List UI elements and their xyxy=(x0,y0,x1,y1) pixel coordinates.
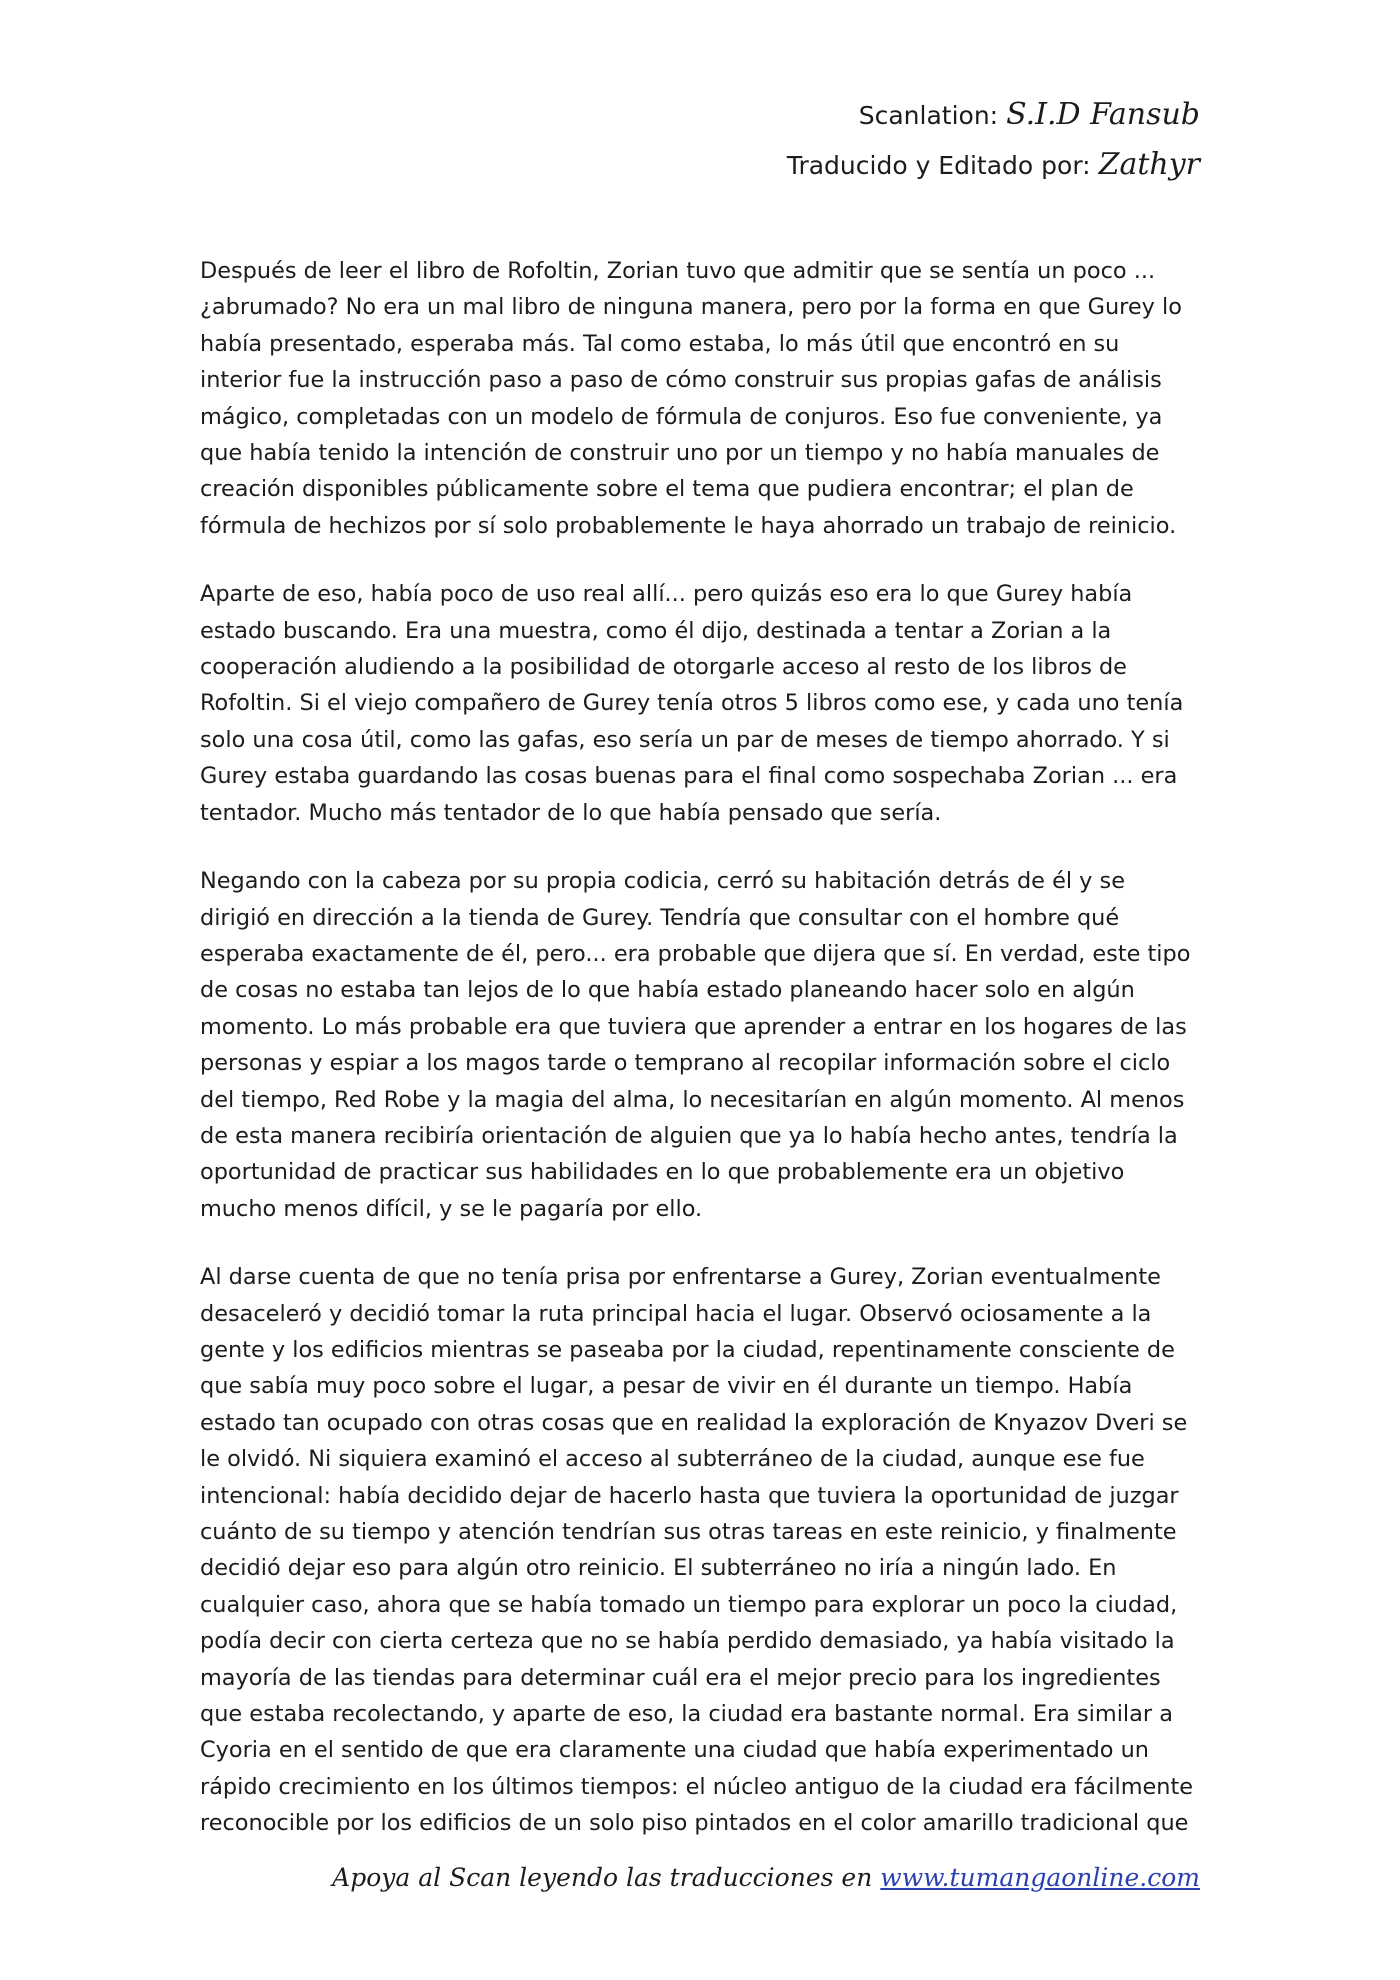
translator-credit xyxy=(787,140,1200,190)
paragraph-4: Al darse cuenta de que no tenía prisa por enfrentarse a Gurey, Zorian eventualmente desaceleró y decidió tomar la ruta principal hacia el lugar. Observó ociosamente a la gente y los edificios mientras se paseaba por la ciudad, repentinamente consciente de que sabía muy poco sobre el lugar, a pesar de vivir en él durante un tiempo. Había estado tan ocupado con otras cosas que en realidad la exploración de Knyazov Dveri se le olvidó. Ni siquiera examinó el acceso al subterráneo de la ciudad, aunque ese fue intencional: había decidido dejar de hacerlo hasta que tuviera la oportunidad de juzgar cuánto de su tiempo y atención tendrían sus otras tareas en este reinicio, y finalmente decidió dejar eso para algún otro reinicio. El subterráneo no iría a ningún lado. En cualquier caso, ahora que se había tomado un tiempo para explorar un poco la ciudad, podía decir con cierta certeza que no se había perdido demasiado, ya había visitado la mayoría de las tiendas para determinar cuál era el mejor precio para los ingredientes que estaba recolectando, y aparte de eso, la ciudad era bastante normal. Era similar a Cyoria en el sentido de que era claramente una ciudad que había experimentado un rápido crecimiento en los últimos tiempos: el núcleo antiguo de la ciudad era fácilmente reconocible por los edificios de un solo piso pintados en el color amarillo tradicional que xyxy=(200,1264,1194,1837)
chapter-body xyxy=(200,253,1200,1874)
translator-label: Traducido y Editado por: xyxy=(786,151,1091,180)
footer-text: Apoya al Scan leyendo las traducciones en xyxy=(332,1863,873,1892)
footer-link[interactable]: www.tumangaonline.com xyxy=(880,1863,1200,1892)
paragraph-2: Aparte de eso, había poco de uso real allí... pero quizás eso era lo que Gurey había estado buscando. Era una muestra, como él dijo, destinada a tentar a Zorian a la cooperación aludiendo a la posibilidad de otorgarle acceso al resto de los libros de Rofoltin. Si el viejo compañero de Gurey tenía otros 5 libros como ese, y cada uno tenía solo una cosa útil, como las gafas, eso sería un par de meses de tiempo ahorrado. Y si Gurey estaba guardando las cosas buenas para el final como sospechaba Zorian ... era tentador. Mucho más tentador de lo que había pensado que sería. xyxy=(200,581,1184,826)
paragraph-1: Después de leer el libro de Rofoltin, Zorian tuvo que admitir que se sentía un poco ... ¿abrumado? No era un mal libro de ninguna manera, pero por la forma en que Gurey lo había presentado, esperaba más. Tal como estaba, lo más útil que encontró en su interior fue la instrucción paso a paso de cómo construir sus propias gafas de análisis mágico, completadas con un modelo de fórmula de conjuros. Eso fue conveniente, ya que había tenido la intención de construir uno por un tiempo y no había manuales de creación disponibles públicamente sobre el tema que pudiera encontrar; el plan de fórmula de hechizos por sí solo probablemente le haya ahorrado un trabajo de reinicio. xyxy=(200,258,1182,539)
footer-support-note xyxy=(332,1858,1200,1898)
scanlation-value: S.I.D Fansub xyxy=(1006,97,1200,132)
scanlation-credit xyxy=(787,90,1200,140)
paragraph-3: Negando con la cabeza por su propia codicia, cerró su habitación detrás de él y se dirigió en dirección a la tienda de Gurey. Tendría que consultar con el hombre qué esperaba exactamente de él, pero... era probable que dijera que sí. En verdad, este tipo de cosas no estaba tan lejos de lo que había estado planeando hacer solo en algún momento. Lo más probable era que tuviera que aprender a entrar en los hogares de las personas y espiar a los magos tarde o temprano al recopilar información sobre el ciclo del tiempo, Red Robe y la magia del alma, lo necesitarían en algún momento. Al menos de esta manera recibiría orientación de alguien que ya lo había hecho antes, tendría la oportunidad de practicar sus habilidades en lo que probablemente era un objetivo mucho menos difícil, y se le pagaría por ello. xyxy=(200,868,1191,1222)
translator-value: Zathyr xyxy=(1098,147,1200,182)
scanlation-label: Scanlation: xyxy=(858,101,999,130)
credits-block xyxy=(787,90,1200,190)
